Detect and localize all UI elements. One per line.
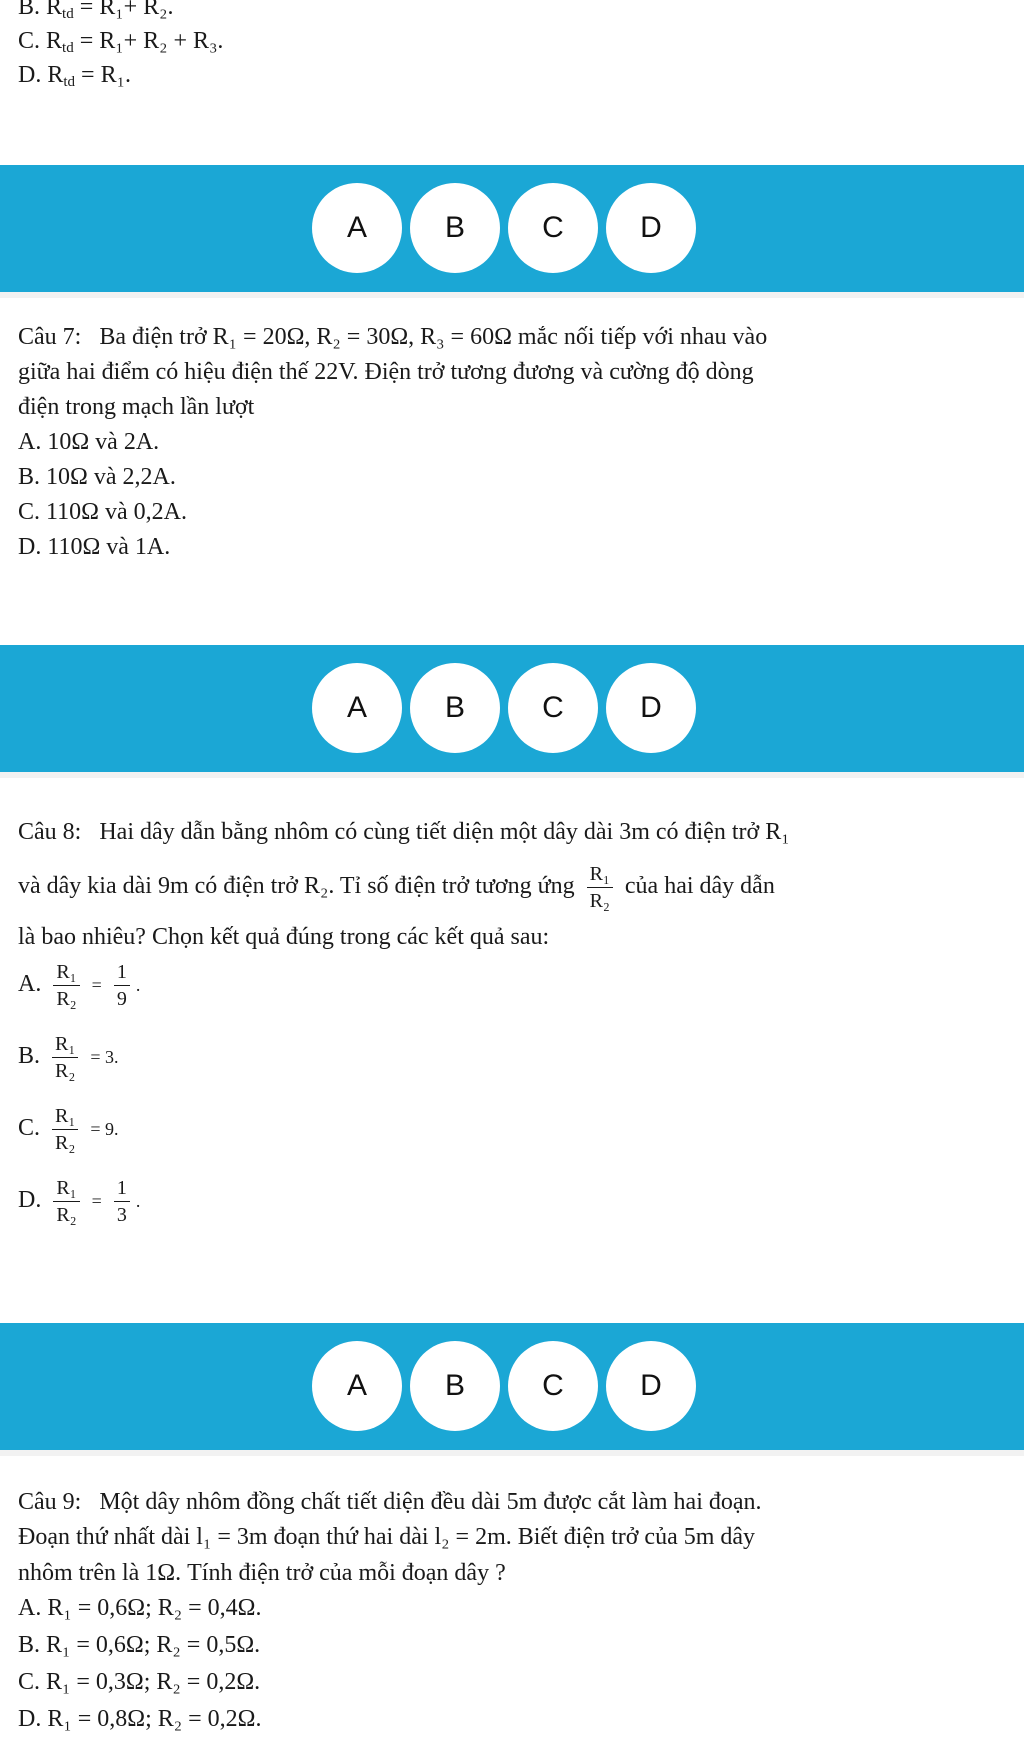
q7-label: Câu 7: <box>18 324 82 350</box>
answer-a-button[interactable]: A <box>312 1341 402 1431</box>
q7-option-b: B. 10Ω và 2,2A. <box>18 464 176 490</box>
q6-option-c: C. $R_{td} = R_1+ R_2 + R_3$. <box>18 28 224 56</box>
q7-line3: điện trong mạch lần lượt <box>18 394 255 420</box>
q7-line1: Câu 7: Ba điện trở R₁ = 20Ω, R₂ = 30Ω, R₃ = 60Ω mắc nối tiếp với nhau vào <box>18 324 768 350</box>
divider <box>0 1450 1024 1456</box>
q8-option-a: A. $\frac{\text{R₁}}{\text{R₂}}$ = $\frac{1}{9}$ . <box>18 960 141 1010</box>
answer-bar-q7 <box>0 645 1024 772</box>
q8-line3: là bao nhiêu? Chọn kết quả đúng trong các kết quả sau: <box>18 924 550 950</box>
answer-d-button[interactable]: D <box>606 663 696 753</box>
q9-line2: Đoạn thứ nhất dài l₁ = 3m đoạn thứ hai dài l₂ = 2m. Biết điện trở của 5m dây <box>18 1524 756 1550</box>
answer-c-button[interactable]: C <box>508 663 598 753</box>
q9-label: Câu 9: <box>18 1489 82 1515</box>
q8-option-d: D. $\frac{\text{R₁}}{\text{R₂}}$ = $\frac{1}{3}$ . <box>18 1176 141 1226</box>
answer-c-button[interactable]: C <box>508 1341 598 1431</box>
answer-a-button[interactable]: A <box>312 663 402 753</box>
answer-bar-q8 <box>0 1323 1024 1450</box>
q8-line2: và dây kia dài 9m có điện trở R₂. Tỉ số điện trở tương ứng $\frac{\text{R₁}}{\text{R₂}}$ của hai dây dẫn <box>18 862 775 912</box>
q7-option-d: D. 110Ω và 1A. <box>18 534 171 560</box>
q8-ratio-fraction: $\frac{\text{R₁}}{\text{R₂}}$ <box>587 863 613 912</box>
q6-option-b: B. $R_{td} = R_1+ R_2$. <box>18 0 174 22</box>
q9-option-d: D. R₁ = 0,8Ω; R₂ = 0,2Ω. <box>18 1706 262 1732</box>
q8-label: Câu 8: <box>18 819 82 845</box>
q9-line1: Câu 9: Một dây nhôm đồng chất tiết diện đều dài 5m được cắt làm hai đoạn. <box>18 1489 762 1515</box>
answer-d-button[interactable]: D <box>606 1341 696 1431</box>
q9-line3: nhôm trên là 1Ω. Tính điện trở của mỗi đoạn dây ? <box>18 1560 506 1586</box>
answer-d-button[interactable]: D <box>606 183 696 273</box>
answer-bar-q6 <box>0 165 1024 292</box>
answer-b-button[interactable]: B <box>410 663 500 753</box>
q9-option-b: B. R₁ = 0,6Ω; R₂ = 0,5Ω. <box>18 1632 261 1658</box>
q7-option-c: C. 110Ω và 0,2A. <box>18 499 187 525</box>
q8-option-b: B. $\frac{\text{R₁}}{\text{R₂}}$ = 3. <box>18 1032 119 1082</box>
q8-line1: Câu 8: Hai dây dẫn bằng nhôm có cùng tiết diện một dây dài 3m có điện trở R₁ <box>18 819 790 845</box>
q6-option-d: D. $R_{td} = R_1$. <box>18 62 131 90</box>
answer-b-button[interactable]: B <box>410 183 500 273</box>
q9-option-a: A. R₁ = 0,6Ω; R₂ = 0,4Ω. <box>18 1595 262 1621</box>
answer-c-button[interactable]: C <box>508 183 598 273</box>
divider <box>0 772 1024 778</box>
q8-option-c: C. $\frac{\text{R₁}}{\text{R₂}}$ = 9. <box>18 1104 119 1154</box>
divider <box>0 292 1024 298</box>
q7-option-a: A. 10Ω và 2A. <box>18 429 160 455</box>
answer-a-button[interactable]: A <box>312 183 402 273</box>
answer-b-button[interactable]: B <box>410 1341 500 1431</box>
q7-line2: giữa hai điểm có hiệu điện thế 22V. Điện trở tương đương và cường độ dòng <box>18 359 754 385</box>
q9-option-c: C. R₁ = 0,3Ω; R₂ = 0,2Ω. <box>18 1669 261 1695</box>
